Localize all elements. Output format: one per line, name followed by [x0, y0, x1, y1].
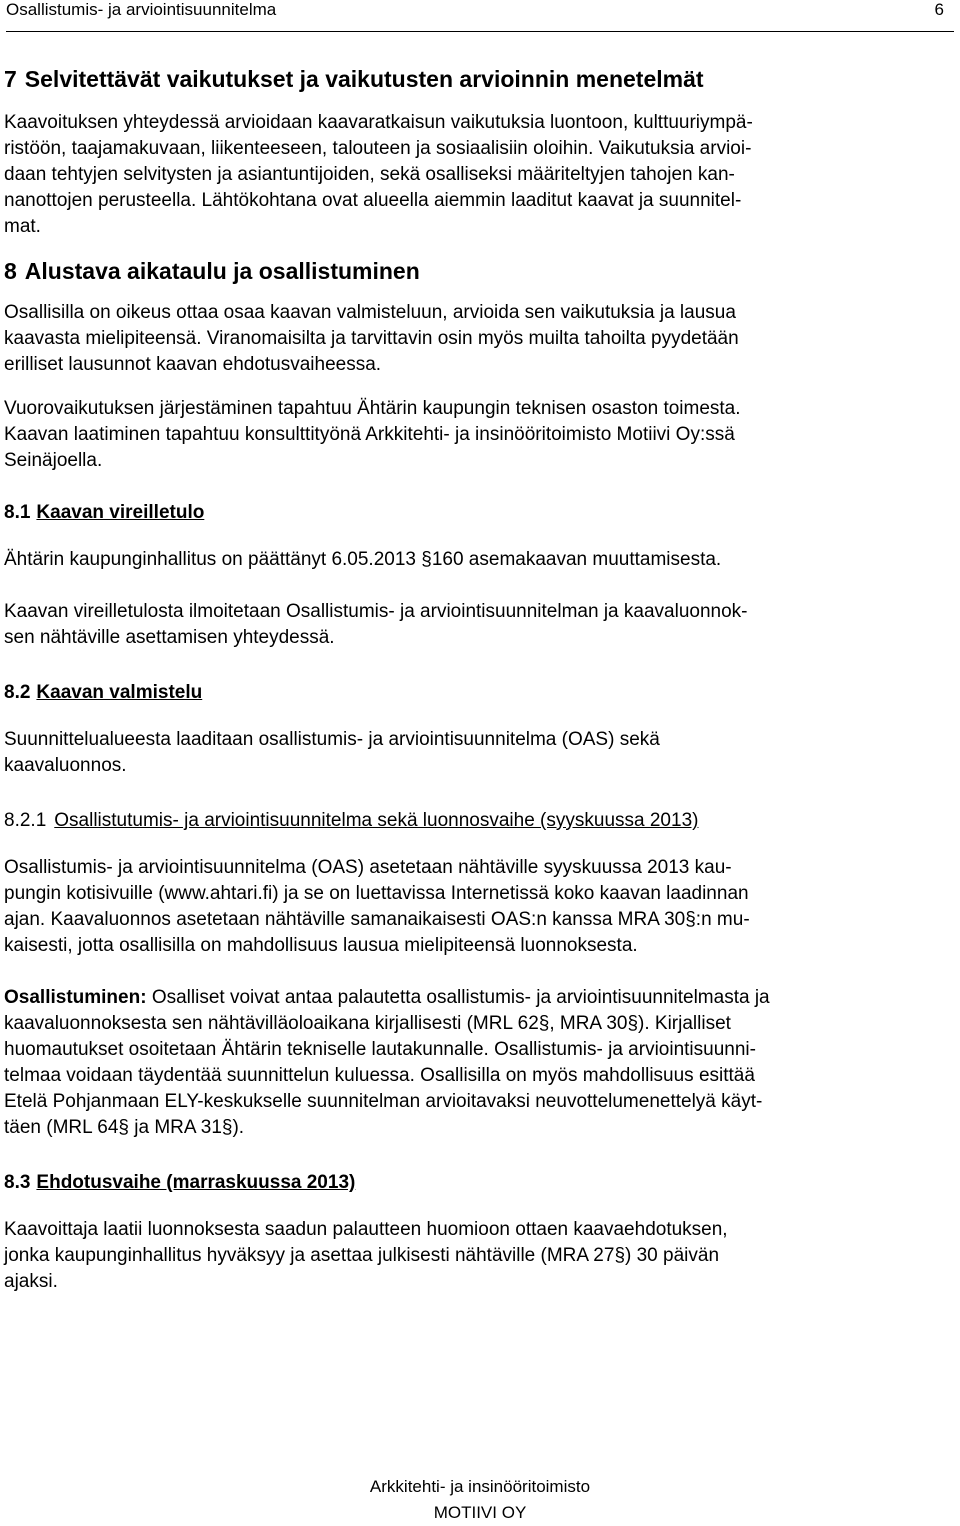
page-footer	[0, 1474, 960, 1526]
header-divider	[6, 31, 954, 32]
text-line: mat.	[4, 216, 41, 237]
section-7-heading	[4, 62, 952, 96]
text-line: Osallisilla on oikeus ottaa osaa kaavan valmisteluun, arvioida sen vaikutuksia ja lausua	[4, 302, 736, 323]
text-fragment: Osalliset voivat antaa palautetta osallistumis- ja arviointisuunnitelmasta ja	[151, 987, 770, 1008]
text-line: Seinäjoella.	[4, 450, 103, 471]
text-line: kaisesti, jotta osallisilla on mahdollisuus lausua mielipiteensä luonnoksesta.	[4, 935, 638, 956]
footer-company-type: Arkkitehti- ja insinööritoimisto	[369, 1477, 591, 1496]
text-line: täen (MRL 64§ ja MRA 31§).	[4, 1117, 245, 1138]
text-line: pungin kotisivuille (www.ahtari.fi) ja se on luettavissa Internetissä koko kaavan laadinnan	[4, 883, 749, 904]
section-title: Ehdotusvaihe (marraskuussa 2013)	[36, 1172, 356, 1193]
text-line: sen nähtäville asettamisen yhteydessä.	[4, 627, 335, 648]
text-line: telmaa voidaan täydentää suunnittelun kuluessa. Osallisilla on myös mahdollisuus esittää	[4, 1065, 755, 1086]
text-line: Etelä Pohjanmaan ELY-keskukselle suunnitelman arvioitavaksi neuvottelumenettelyä käyt-	[4, 1091, 763, 1112]
text-line: Kaavan laatiminen tapahtuu konsulttityönä Arkkitehti- ja insinööritoimisto Motiivi Oy:ssä	[4, 424, 735, 445]
section-number: 8	[4, 258, 17, 284]
section-7-paragraph	[4, 110, 952, 240]
section-8-3-paragraph	[4, 1217, 952, 1295]
document-title: Osallistumis- ja arviointisuunnitelma	[6, 0, 277, 19]
section-number: 8.1	[4, 502, 31, 523]
section-8-heading	[4, 254, 952, 288]
section-8-1-heading	[4, 500, 952, 526]
text-line: ajan. Kaavaluonnos asetetaan nähtäville samanaikaisesti OAS:n kanssa MRA 30§:n mu-	[4, 909, 750, 930]
osallistuminen-label: Osallistuminen:	[4, 987, 147, 1008]
text-line: Suunnittelualueesta laaditaan osallistumis- ja arviointisuunnitelma (OAS) sekä	[4, 729, 660, 750]
text-line: Kaavoittaja laatii luonnoksesta saadun palautteen huomioon ottaen kaavaehdotuksen,	[4, 1219, 728, 1240]
section-8-2-1-paragraph-2	[4, 985, 952, 1141]
text-line: ristöön, taajamakuvaan, liikenteeseen, talouteen ja sosiaalisiin oloihin. Vaikutuksia arvioi-	[4, 138, 752, 159]
page-header	[6, 0, 954, 24]
section-8-3-heading	[4, 1170, 952, 1196]
section-8-2-1-heading	[4, 808, 952, 834]
section-title: Kaavan valmistelu	[36, 682, 203, 703]
text-line: huomautukset osoitetaan Ähtärin tekniselle lautakunnalle. Osallistumis- ja arviointisuunni-	[4, 1039, 756, 1060]
footer-company-name: MOTIIVI OY	[433, 1503, 527, 1522]
text-line: erilliset lausunnot kaavan ehdotusvaiheessa.	[4, 354, 382, 375]
text-line: nanottojen perusteella. Lähtökohtana ovat alueella aiemmin laaditut kaavat ja suunnitel-	[4, 190, 742, 211]
text-line: Kaavan vireilletulosta ilmoitetaan Osallistumis- ja arviointisuunnitelman ja kaavaluonnok-	[4, 601, 748, 622]
section-title: Kaavan vireilletulo	[36, 502, 205, 523]
section-8-1-paragraph-2	[4, 599, 952, 651]
text-line: Osallistumis- ja arviointisuunnitelma (OAS) asetetaan nähtäville syyskuussa 2013 kau-	[4, 857, 732, 878]
text-line	[4, 985, 952, 1011]
section-title: Selvitettävät vaikutukset ja vaikutusten arvioinnin menetelmät	[24, 66, 704, 92]
section-number: 8.3	[4, 1172, 31, 1193]
section-8-paragraph-2	[4, 396, 952, 474]
section-8-2-heading	[4, 680, 952, 706]
section-number: 8.2.1	[4, 810, 47, 831]
text-line: kaavaluonnoksesta sen nähtävilläoloaikana kirjallisesti (MRL 62§, MRA 30§). Kirjalliset	[4, 1013, 731, 1034]
text-line: Vuorovaikutuksen järjestäminen tapahtuu Ähtärin kaupungin teknisen osaston toimesta.	[4, 398, 741, 419]
text-line: jonka kaupunginhallitus hyväksyy ja asettaa julkisesti nähtäville (MRA 27§) 30 päivän	[4, 1245, 720, 1266]
text-line: ajaksi.	[4, 1271, 58, 1292]
text-line: Kaavoituksen yhteydessä arvioidaan kaavaratkaisun vaikutuksia luontoon, kulttuuriympä-	[4, 112, 753, 133]
section-number: 7	[4, 66, 17, 92]
text-line: kaavaluonnos.	[4, 755, 127, 776]
section-title: Osallistutumis- ja arviointisuunnitelma sekä luonnosvaihe (syyskuussa 2013)	[54, 810, 699, 831]
section-title: Alustava aikataulu ja osallistuminen	[24, 258, 420, 284]
document-body	[4, 62, 952, 1295]
text-line: daan tehtyjen selvitysten ja asiantuntijoiden, sekä osalliseksi määriteltyjen tahojen kan-	[4, 164, 735, 185]
text-line: kaavasta mielipiteensä. Viranomaisilta ja tarvittavin osin myös muilta tahoilta pyydetään	[4, 328, 739, 349]
section-number: 8.2	[4, 682, 31, 703]
page-number: 6	[934, 0, 944, 19]
section-8-paragraph-1	[4, 300, 952, 378]
section-8-1-paragraph-1: Ähtärin kaupunginhallitus on päättänyt 6.05.2013 §160 asemakaavan muuttamisesta.	[4, 549, 722, 570]
section-8-2-1-paragraph-1	[4, 855, 952, 959]
section-8-2-paragraph	[4, 727, 952, 779]
